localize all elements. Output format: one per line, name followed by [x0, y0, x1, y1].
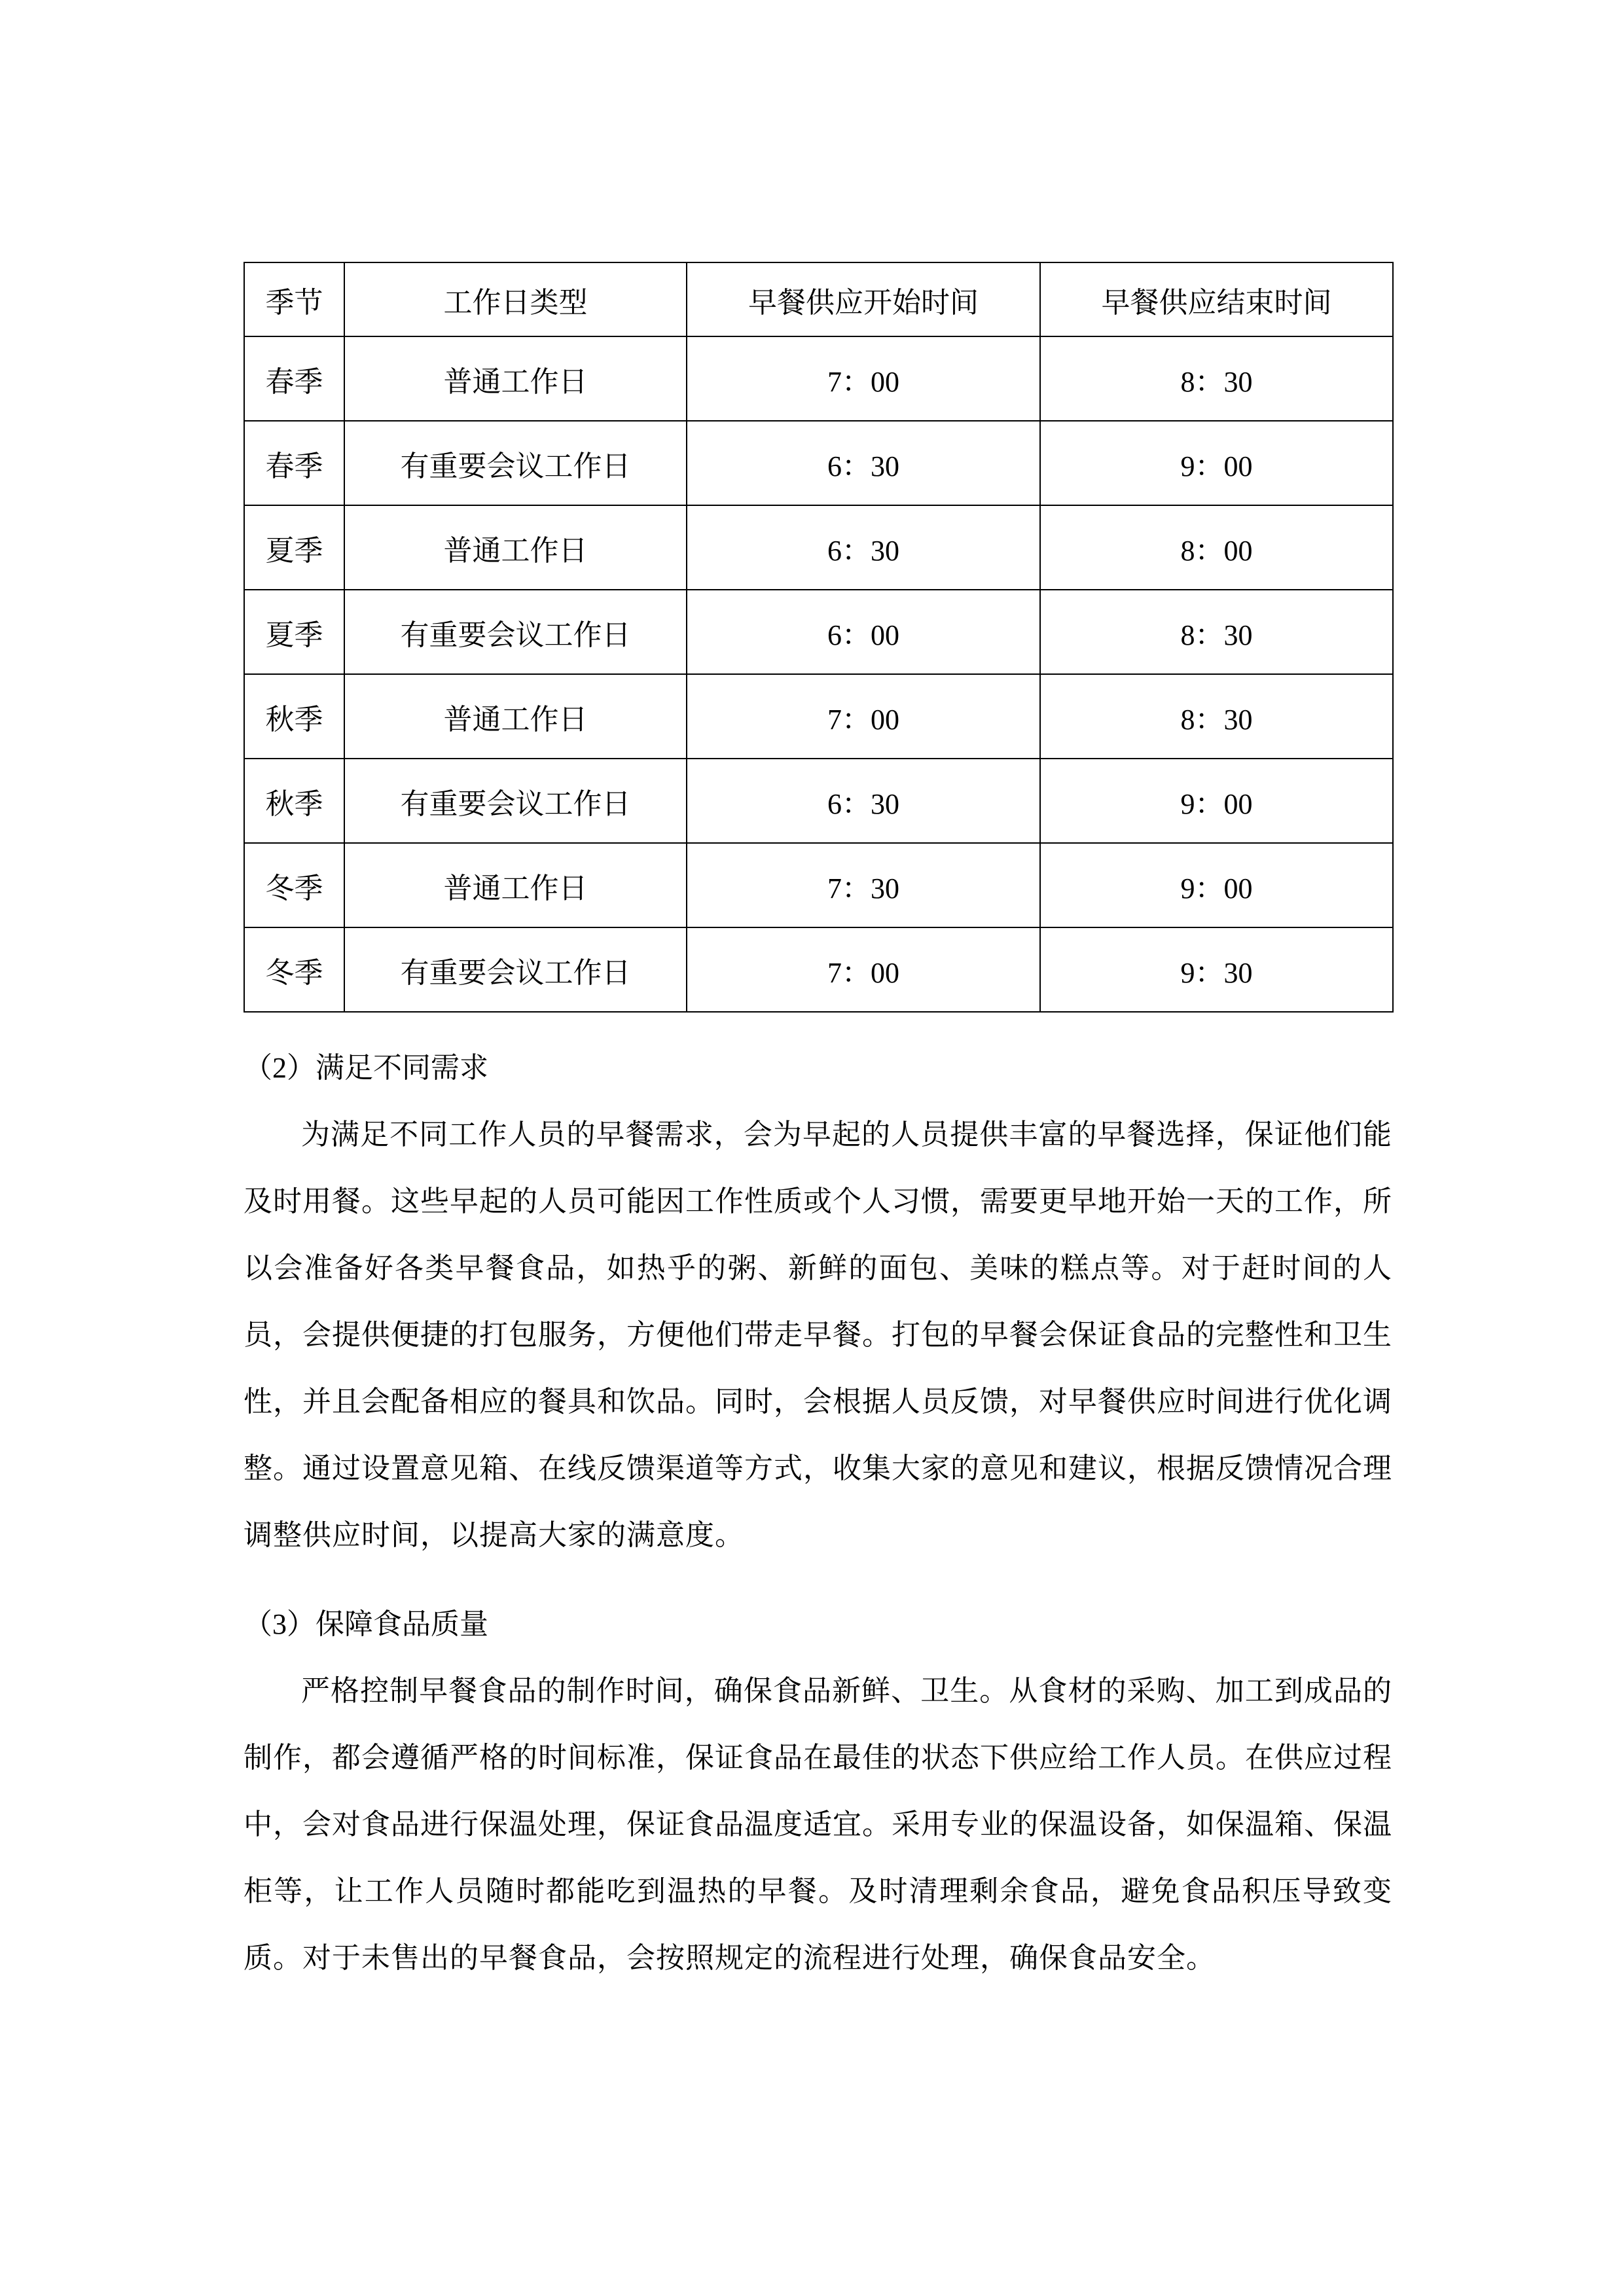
table-header-row [244, 262, 1393, 336]
cell-day-type: 普通工作日 [344, 336, 687, 421]
table-row [244, 674, 1393, 759]
cell-end: 9：00 [1040, 759, 1393, 843]
cell-end: 8：30 [1040, 674, 1393, 759]
cell-day-type: 有重要会议工作日 [344, 927, 687, 1012]
section-paragraph-3: 严格控制早餐食品的制作时间，确保食品新鲜、卫生。从食材的采购、加工到成品的制作，都会遵循严格的时间标准，保证食品在最佳的状态下供应给工作人员。在供应过程中，会对食品进行保温处理，保证食品温度适宜。采用专业的保温设备，如保温箱、保温柜等，让工作人员随时都能吃到温热的早餐。及时清理剩余食品，避免食品积压导致变质。对于未售出的早餐食品，会按照规定的流程进行处理，确保食品安全。 [244, 1675, 1392, 1974]
table-row [244, 336, 1393, 421]
table-row [244, 759, 1393, 843]
cell-end: 9：00 [1040, 421, 1393, 505]
cell-season: 夏季 [244, 505, 344, 590]
cell-start: 7：00 [687, 674, 1040, 759]
cell-day-type: 有重要会议工作日 [344, 759, 687, 843]
cell-start: 7：30 [687, 843, 1040, 927]
cell-start: 6：30 [687, 759, 1040, 843]
cell-day-type: 有重要会议工作日 [344, 590, 687, 674]
header-end: 早餐供应结束时间 [1040, 262, 1393, 336]
cell-season: 冬季 [244, 927, 344, 1012]
cell-start: 7：00 [687, 927, 1040, 1012]
table-row [244, 843, 1393, 927]
cell-season: 秋季 [244, 674, 344, 759]
cell-start: 6：30 [687, 421, 1040, 505]
cell-end: 8：30 [1040, 336, 1393, 421]
table-row [244, 927, 1393, 1012]
cell-day-type: 有重要会议工作日 [344, 421, 687, 505]
breakfast-schedule-table [244, 262, 1394, 1013]
table-row [244, 590, 1393, 674]
cell-start: 6：00 [687, 590, 1040, 674]
cell-season: 秋季 [244, 759, 344, 843]
table-row [244, 505, 1393, 590]
cell-day-type: 普通工作日 [344, 843, 687, 927]
cell-end: 9：30 [1040, 927, 1393, 1012]
cell-end: 8：30 [1040, 590, 1393, 674]
cell-start: 6：30 [687, 505, 1040, 590]
cell-season: 夏季 [244, 590, 344, 674]
section-heading-2: （2）满足不同需求 [244, 1052, 488, 1084]
header-day-type: 工作日类型 [344, 262, 687, 336]
cell-season: 春季 [244, 421, 344, 505]
cell-season: 冬季 [244, 843, 344, 927]
header-start: 早餐供应开始时间 [687, 262, 1040, 336]
cell-end: 8：00 [1040, 505, 1393, 590]
section-heading-3: （3）保障食品质量 [244, 1608, 488, 1640]
cell-day-type: 普通工作日 [344, 505, 687, 590]
cell-start: 7：00 [687, 336, 1040, 421]
section-paragraph-2: 为满足不同工作人员的早餐需求，会为早起的人员提供丰富的早餐选择，保证他们能及时用餐。这些早起的人员可能因工作性质或个人习惯，需要更早地开始一天的工作，所以会准备好各类早餐食品，如热乎的粥、新鲜的面包、美味的糕点等。对于赶时间的人员，会提供便捷的打包服务，方便他们带走早餐。打包的早餐会保证食品的完整性和卫生性，并且会配备相应的餐具和饮品。同时，会根据人员反馈，对早餐供应时间进行优化调整。通过设置意见箱、在线反馈渠道等方式，收集大家的意见和建议，根据反馈情况合理调整供应时间，以提高大家的满意度。 [244, 1119, 1392, 1551]
table-row [244, 421, 1393, 505]
cell-season: 春季 [244, 336, 344, 421]
header-season: 季节 [244, 262, 344, 336]
cell-day-type: 普通工作日 [344, 674, 687, 759]
cell-end: 9：00 [1040, 843, 1393, 927]
